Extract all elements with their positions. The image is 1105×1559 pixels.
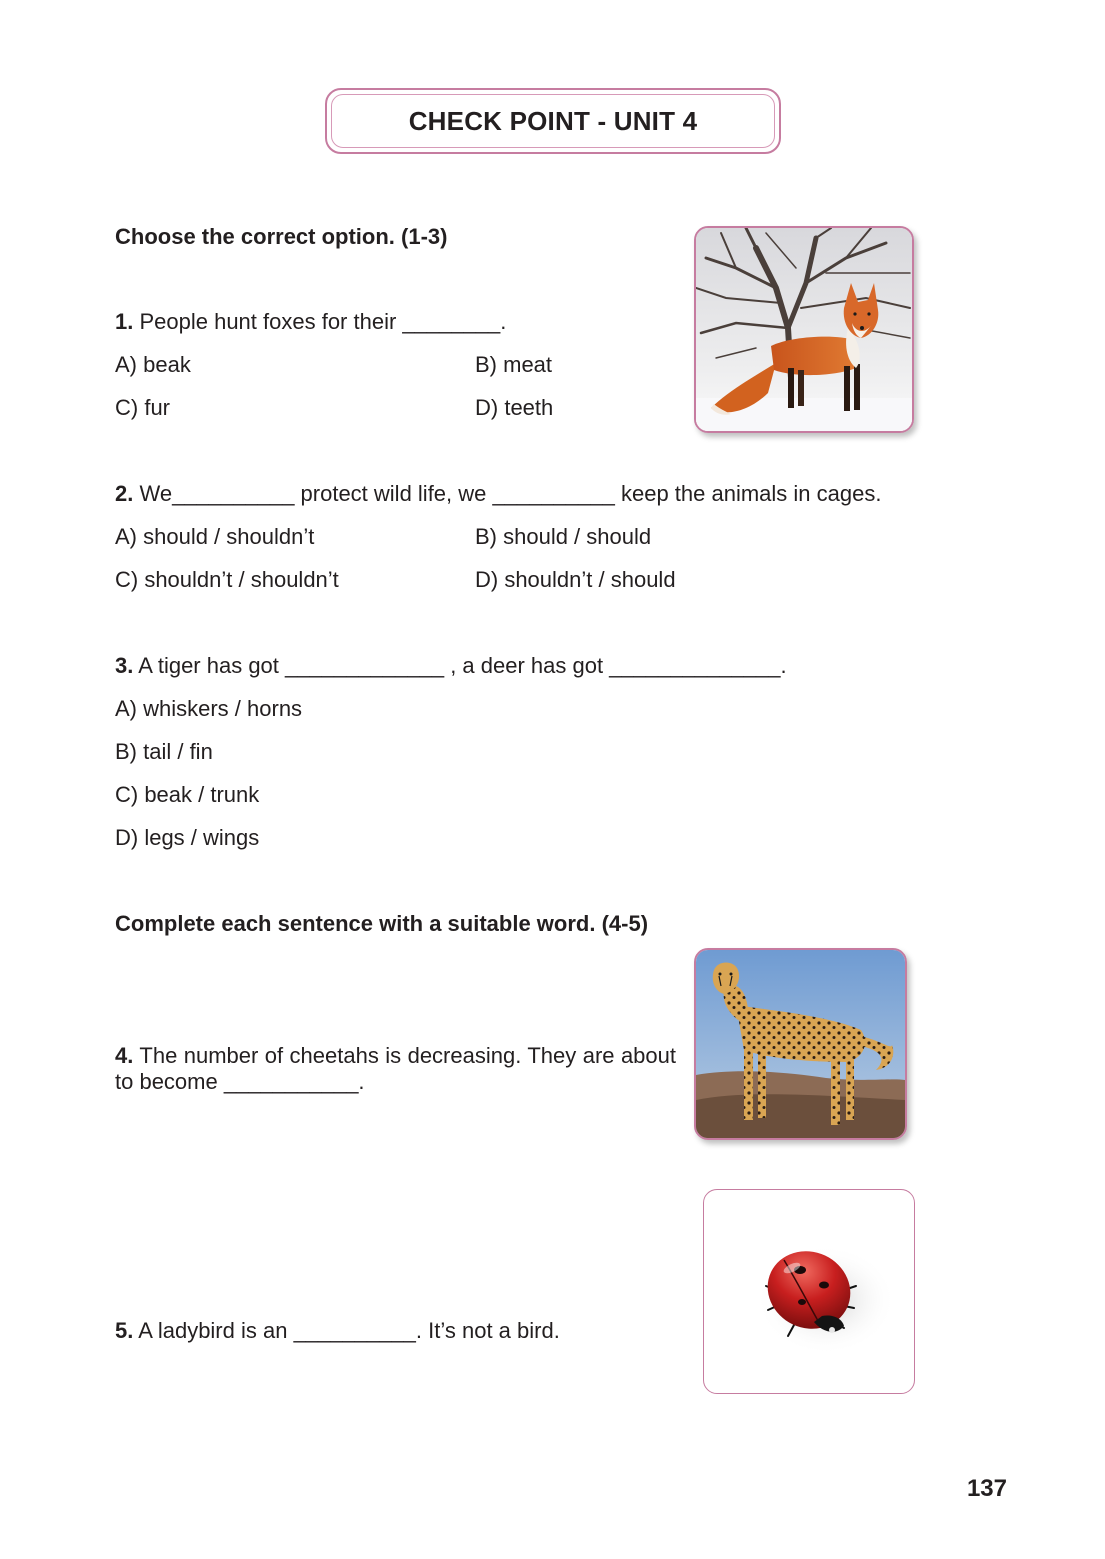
question-5-number: 5. [115,1318,134,1343]
q2-option-a: A) should / shouldn’t [115,524,315,549]
question-4-number: 4. [115,1043,134,1068]
question-2 [115,481,881,507]
question-2-number: 2. [115,481,134,506]
title-box [325,88,781,154]
q3-option-d: D) legs / wings [115,825,260,850]
question-4-text: The number of cheetahs is decreasing. They are about to become ___________. [115,1043,676,1094]
q2-option-d: D) shouldn’t / should [475,567,676,592]
question-3 [115,653,787,679]
question-1-text: People hunt foxes for their ________. [133,309,507,334]
question-3-number: 3. [115,653,134,678]
section2-heading: Complete each sentence with a suitable word. (4-5) [115,911,649,936]
question-5-text: A ladybird is an __________. It’s not a bird. [133,1318,560,1343]
q3-option-c: C) beak / trunk [115,782,260,807]
section1-heading: Choose the correct option. (1-3) [115,224,448,249]
question-3-text: A tiger has got _____________ , a deer has got ______________. [133,653,787,678]
page-title: CHECK POINT - UNIT 4 [331,94,775,148]
q1-option-d: D) teeth [475,395,554,420]
q2-option-b: B) should / should [475,524,652,549]
question-1 [115,309,506,335]
fox-photo [694,226,914,433]
q1-option-c: C) fur [115,395,170,420]
question-1-number: 1. [115,309,134,334]
question-5 [115,1318,560,1344]
ladybird-photo [703,1189,915,1394]
q1-option-b: B) meat [475,352,553,377]
question-4 [115,1043,676,1095]
q3-option-b: B) tail / fin [115,739,213,764]
q2-option-c: C) shouldn’t / shouldn’t [115,567,339,592]
cheetah-photo [694,948,907,1140]
q3-option-a: A) whiskers / horns [115,696,303,721]
page-number: 137 [966,1475,1007,1502]
question-2-text: We__________ protect wild life, we __________ keep the animals in cages. [133,481,882,506]
q1-option-a: A) beak [115,352,191,377]
